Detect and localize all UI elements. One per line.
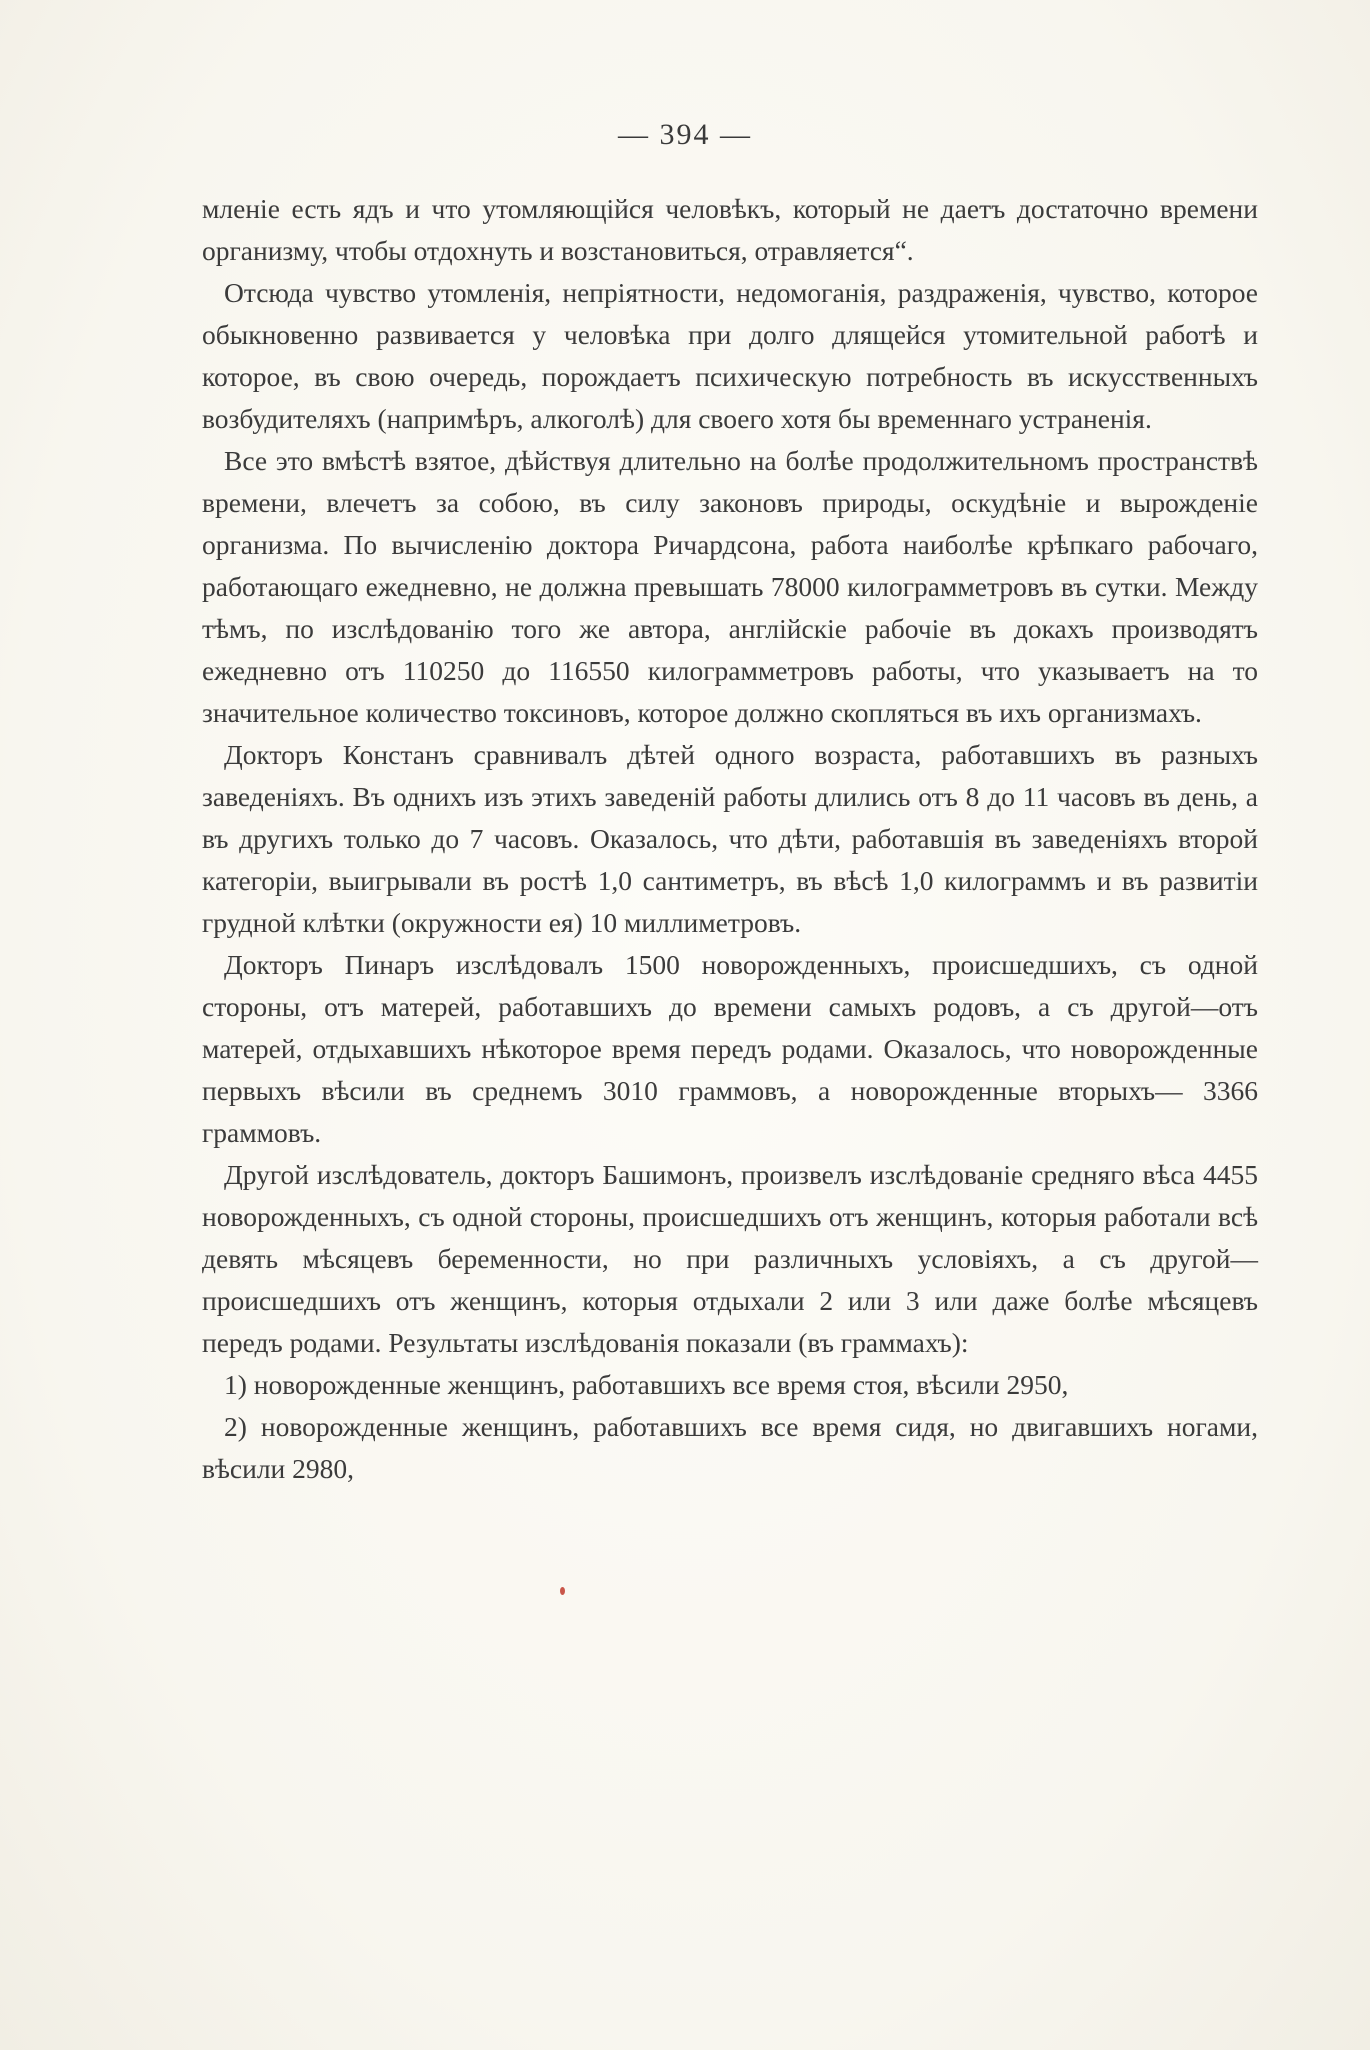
paragraph-bashimon: Другой изслѣдователь, докторъ Башимонъ, произвелъ изслѣдованіе средняго вѣса 4455 новорожденныхъ, съ одной стороны, происшедшихъ отъ женщинъ, которыя работали всѣ девять мѣсяцевъ беременности, но при различныхъ условіяхъ, а съ другой—происшедшихъ отъ женщинъ, которыя отдыхали 2 или 3 или даже болѣе мѣсяцевъ передъ родами. Результаты изслѣдованія показали (въ граммахъ): <box>202 1159 1258 1358</box>
paragraph-konstan: Докторъ Констанъ сравнивалъ дѣтей одного возраста, работавшихъ въ разныхъ заведеніяхъ. Въ однихъ изъ этихъ заведеній работы длились отъ 8 до 11 часовъ въ день, а въ другихъ только до 7 часовъ. Оказалось, что дѣти, работавшія въ заведеніяхъ второй категоріи, выигрывали въ ростѣ 1,0 сантиметръ, въ вѣсѣ 1,0 килограммъ и въ развитіи грудной клѣтки (окружности ея) 10 миллиметровъ. <box>202 739 1258 938</box>
paragraph-continuation: мленіе есть ядъ и что утомляющійся человѣкъ, который не даетъ достаточно времени организму, чтобы отдохнуть и возстановиться, отравляется“. <box>202 193 1258 266</box>
ink-fleck <box>560 1587 565 1595</box>
list-item-sitting: 2) новорожденные женщинъ, работавшихъ все время сидя, но двигавшихъ ногами, вѣсили 2980, <box>202 1411 1258 1484</box>
paragraph-richardson: Все это вмѣстѣ взятое, дѣйствуя длительно на болѣе продолжительномъ пространствѣ времени, влечетъ за собою, въ силу законовъ природы, оскудѣніе и вырожденіе организма. По вычисленію доктора Ричардсона, работа наиболѣе крѣпкаго рабочаго, работающаго ежедневно, не должна превышать 78000 килограмметровъ въ сутки. Между тѣмъ, по изслѣдованію того же автора, англійскіе рабочіе въ докахъ производятъ ежедневно отъ 110250 до 116550 килограмметровъ работы, что указываетъ на то значительное количество токсиновъ, которое должно скопляться въ ихъ организмахъ. <box>202 445 1258 728</box>
page-number: — 394 — <box>618 118 752 151</box>
page-body <box>202 188 1258 1490</box>
paragraph-fatigue: Отсюда чувство утомленія, непріятности, недомоганія, раздраженія, чувство, которое обыкновенно развивается у человѣка при долго длящейся утомительной работѣ и которое, въ свою очередь, порождаетъ психическую потребность въ искусственныхъ возбудителяхъ (напримѣръ, алкоголѣ) для своего хотя бы временнаго устраненія. <box>202 277 1258 434</box>
list-item-standing: 1) новорожденные женщинъ, работавшихъ все время стоя, вѣсили 2950, <box>224 1369 1069 1400</box>
paragraph-pinar: Докторъ Пинаръ изслѣдовалъ 1500 новорожденныхъ, происшедшихъ, съ одной стороны, отъ матерей, работавшихъ до времени самыхъ родовъ, а съ другой—отъ матерей, отдыхавшихъ нѣкоторое время передъ родами. Оказалось, что новорожденные первыхъ вѣсили въ среднемъ 3010 граммовъ, а новорожденные вторыхъ— 3366 граммовъ. <box>202 949 1258 1148</box>
